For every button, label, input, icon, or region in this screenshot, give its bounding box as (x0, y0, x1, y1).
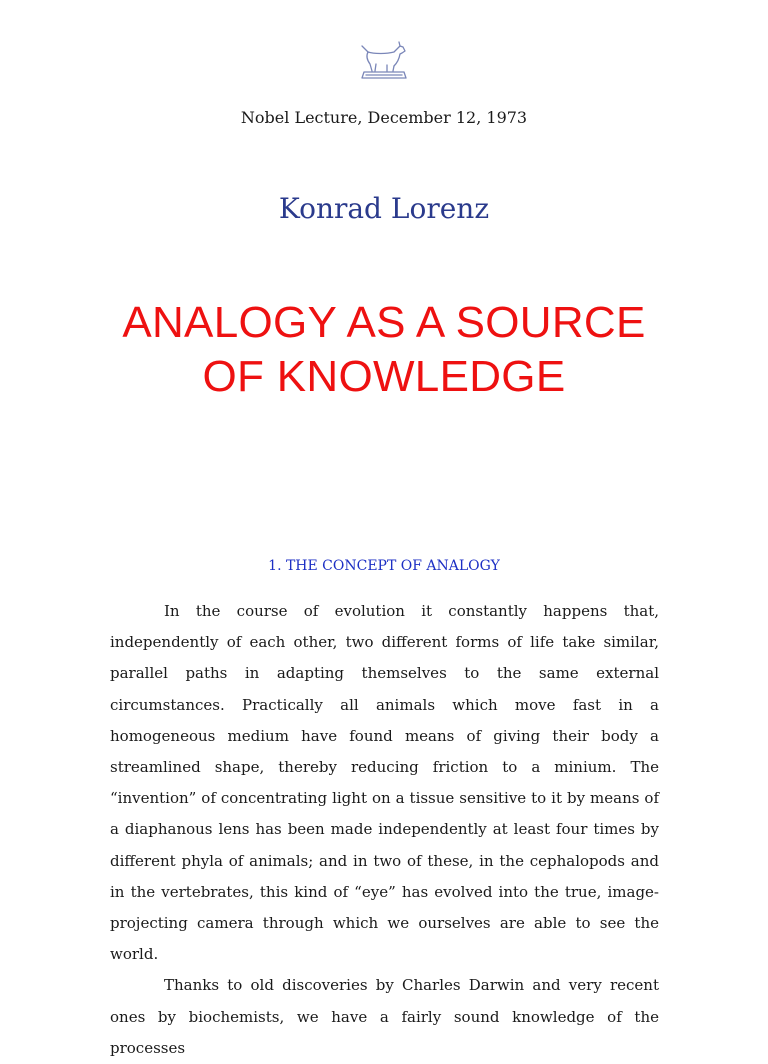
lecture-title (0, 296, 768, 404)
paragraph-1: In the course of evolution it constantly happens that, independently of each other, two different forms of life take similar, parallel paths in adapting themselves to the same external circumstances. Practically all animals which move fast in a homogeneous medium have found means of giving their body a streamlined shape, thereby reducing friction to a minium. The “invention” of concentrating light on a tissue sensitive to it by means of a diaphanous lens has been made independently at least four times by different phyla of animals; and in two of these, in the cephalopods and in the vertebrates, this kind of “eye” has evolved into the true, image-projecting camera through which we ourselves are able to see the world. (110, 602, 659, 964)
author-name: Konrad Lorenz (278, 192, 490, 225)
title-line-1: ANALOGY AS A SOURCE (122, 298, 646, 347)
title-line-2: OF KNOWLEDGE (202, 352, 566, 401)
lecture-date-line: Nobel Lecture, December 12, 1973 (240, 108, 528, 127)
body-text (110, 596, 659, 1064)
dog-on-plinth-icon (356, 38, 412, 82)
section-heading: 1. THE CONCEPT OF ANALOGY (268, 558, 500, 574)
paragraph-2: Thanks to old discoveries by Charles Darwin and very recent ones by biochemists, we have a fairly sound knowledge of the processes (110, 976, 659, 1057)
